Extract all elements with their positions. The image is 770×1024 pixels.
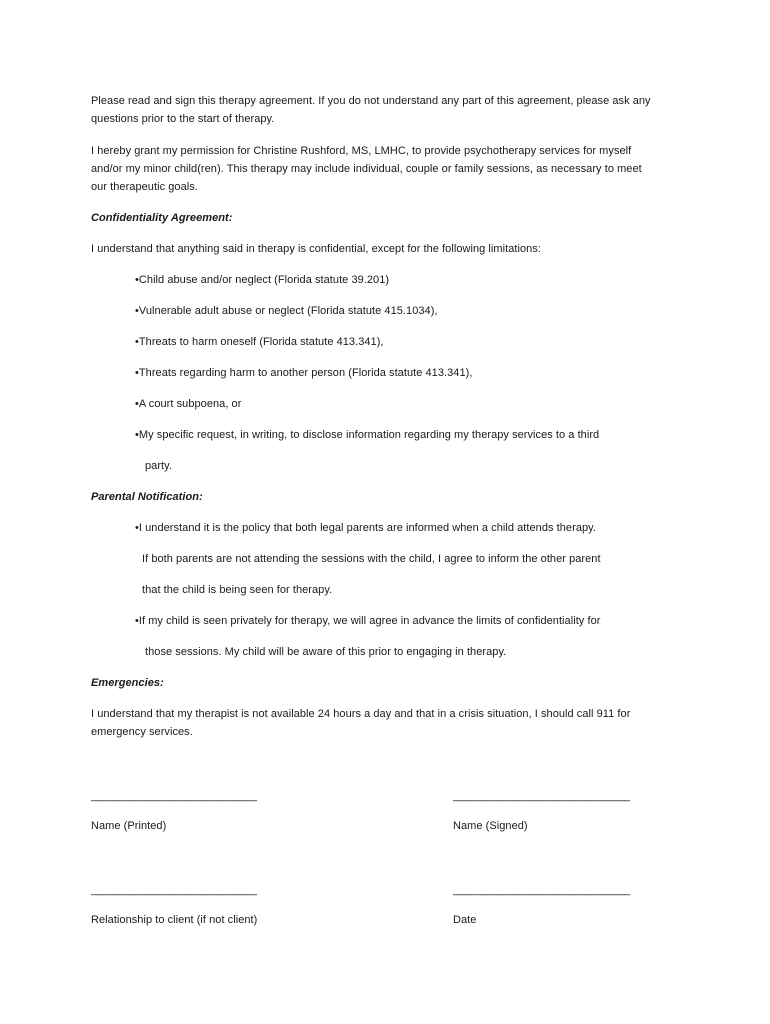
emergencies-line-1: I understand that my therapist is not available 24 hours a day and that in a crisis situation, I should call 911 for [91,708,631,720]
parental-item-1-line-1: •I understand it is the policy that both legal parents are informed when a child attends therapy. [135,522,596,534]
parental-item-2-line-1: •If my child is seen privately for therapy, we will agree in advance the limits of confidentiality for [135,615,601,627]
parental-heading: Parental Notification: [91,491,203,503]
date-label: Date [453,914,477,926]
parental-item-2-line-2: those sessions. My child will be aware of this prior to engaging in therapy. [145,646,507,658]
confidentiality-item: •Threats to harm oneself (Florida statute 413.341), [135,336,384,348]
confidentiality-item: •Vulnerable adult abuse or neglect (Florida statute 415.1034), [135,305,438,317]
relationship-signature-line[interactable]: ______________________________ [91,884,257,896]
name-printed-signature-line[interactable]: ______________________________ [91,790,257,802]
emergencies-line-2: emergency services. [91,726,193,738]
confidentiality-item: •My specific request, in writing, to disclose information regarding my therapy services to a third [135,429,600,441]
date-signature-line[interactable]: ________________________________ [453,884,630,896]
confidentiality-item: •Threats regarding harm to another person (Florida statute 413.341), [135,367,473,379]
intro-line-2: questions prior to the start of therapy. [91,113,275,125]
permission-line-2: and/or my minor child(ren). This therapy may include individual, couple or family sessions, as necessary to meet [91,163,642,175]
confidentiality-item: •Child abuse and/or neglect (Florida statute 39.201) [135,274,390,286]
permission-line-1: I hereby grant my permission for Christine Rushford, MS, LMHC, to provide psychotherapy services for myself [91,145,632,157]
parental-item-1-line-3: that the child is being seen for therapy. [142,584,333,596]
name-printed-label: Name (Printed) [91,820,167,832]
intro-line-1: Please read and sign this therapy agreement. If you do not understand any part of this agreement, please ask any [91,95,651,107]
name-signed-label: Name (Signed) [453,820,528,832]
confidentiality-heading: Confidentiality Agreement: [91,212,233,224]
confidentiality-item-continuation: party. [145,460,172,472]
confidentiality-item: •A court subpoena, or [135,398,242,410]
parental-item-1-line-2: If both parents are not attending the sessions with the child, I agree to inform the other parent [142,553,601,565]
relationship-label: Relationship to client (if not client) [91,914,258,926]
emergencies-heading: Emergencies: [91,677,164,689]
permission-line-3: our therapeutic goals. [91,181,198,193]
name-signed-signature-line[interactable]: ________________________________ [453,790,630,802]
confidentiality-intro: I understand that anything said in therapy is confidential, except for the following limitations: [91,243,541,255]
